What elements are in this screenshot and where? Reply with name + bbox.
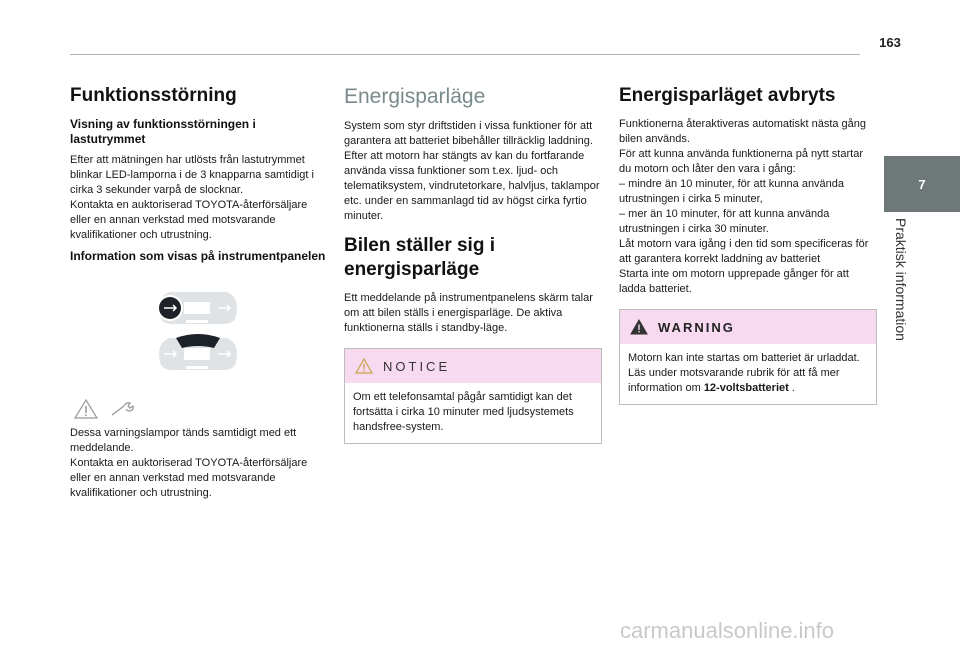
warning-label: WARNING bbox=[658, 319, 735, 335]
page-number: 163 bbox=[879, 35, 901, 50]
section-title-energy-saving: Energisparläge bbox=[344, 85, 486, 108]
warning-body bbox=[620, 344, 876, 404]
battery-reference: 12-voltsbatteriet bbox=[703, 382, 789, 394]
paragraph: Funktionerna återaktiveras automatiskt nästa gång bilen används. bbox=[619, 118, 867, 145]
notice-text: Om ett telefonsamtal pågår samtidigt kan det fortsätta i cirka 10 minuter med ljudsystemets handsfree-system. bbox=[353, 391, 574, 433]
paragraph: System som styr driftstiden i vissa funktioner för att garantera att batteriet bibehåller tillräcklig laddning. bbox=[344, 120, 593, 147]
list-item: – mindre än 10 minuter, för att kunna använda utrustningen i cirka 5 minuter, bbox=[619, 178, 845, 205]
warning-text-reference: Läs under motsvarande rubrik för att få mer information om 12-voltsbatteriet . bbox=[628, 367, 840, 394]
chapter-tab bbox=[884, 156, 960, 212]
paragraph: Kontakta en auktoriserad TOYOTA-återförsäljare eller en annan verkstad med motsvarande kvalifikationer och utrustning. bbox=[70, 457, 308, 499]
wrench-icon bbox=[108, 400, 136, 418]
notice-body bbox=[345, 383, 601, 443]
paragraph: Dessa varningslampor tänds samtidigt med ett meddelande. bbox=[70, 427, 297, 454]
paragraph: Ett meddelande på instrumentpanelens skärm talar om att bilen ställs i energisparläge. De aktiva funktionerna ställs i standby-läge. bbox=[344, 292, 593, 334]
paragraph: Efter att motorn har stängts av kan du fortfarande använda vissa funktioner som t.ex. ljud- och telematiksystem, vindrutetorkare, halvljus, taklampor etc. under en sammanlagd tid av högst cirka fyrtio minuter. bbox=[344, 150, 600, 222]
paragraph: Låt motorn vara igång i den tid som specificeras för att garantera korrekt laddning av batteriet bbox=[619, 238, 869, 265]
warning-header bbox=[620, 310, 876, 344]
paragraph: Efter att mätningen har utlösts från lastutrymmet blinkar LED-lamporna i de 3 knapparna samtidigt i cirka 3 sekunder varpå de slocknar. bbox=[70, 154, 314, 196]
list-item: – mer än 10 minuter, för att kunna använda utrustningen i cirka 30 minuter. bbox=[619, 208, 830, 235]
paragraph: För att kunna använda funktionerna på nytt startar du motorn och låter den vara i gång: bbox=[619, 148, 863, 175]
header-rule bbox=[70, 54, 860, 55]
section-title-enters-energy-saving: Bilen ställer sig i energisparläge bbox=[344, 235, 495, 280]
notice-triangle-icon bbox=[355, 358, 373, 374]
column-energy-saving bbox=[344, 84, 602, 444]
column-malfunction bbox=[70, 84, 328, 501]
subtitle-instrument-panel: Information som visas på instrumentpanelen bbox=[70, 249, 326, 263]
chapter-title-container bbox=[893, 218, 913, 358]
section-title-malfunction: Funktionsstörning bbox=[70, 85, 237, 106]
chapter-title: Praktisk information bbox=[893, 218, 909, 341]
subtitle-cargo-display: Visning av funktionsstörningen i lastutrymmet bbox=[70, 117, 256, 146]
warning-triangle-icon bbox=[630, 319, 648, 335]
warning-lamps bbox=[74, 398, 328, 420]
notice-box bbox=[344, 348, 602, 444]
watermark: carmanualsonline.info bbox=[620, 618, 835, 643]
warning-box bbox=[619, 309, 877, 405]
instrument-panel-illustration bbox=[70, 286, 328, 386]
paragraph: Kontakta en auktoriserad TOYOTA-återförsäljare eller en annan verkstad med motsvarande kvalifikationer och utrustning. bbox=[70, 199, 308, 241]
notice-label: NOTICE bbox=[383, 358, 451, 374]
paragraph: Starta inte om motorn upprepade gånger för att ladda batteriet. bbox=[619, 268, 849, 295]
column-energy-saving-cancelled bbox=[619, 84, 877, 405]
section-title-energy-saving-cancelled: Energisparläget avbryts bbox=[619, 85, 836, 106]
notice-header bbox=[345, 349, 601, 383]
warning-text: Motorn kan inte startas om batteriet är urladdat. bbox=[628, 352, 860, 364]
warning-triangle-icon bbox=[74, 399, 98, 419]
instrument-cluster-icon bbox=[154, 286, 244, 386]
chapter-number: 7 bbox=[918, 176, 926, 192]
